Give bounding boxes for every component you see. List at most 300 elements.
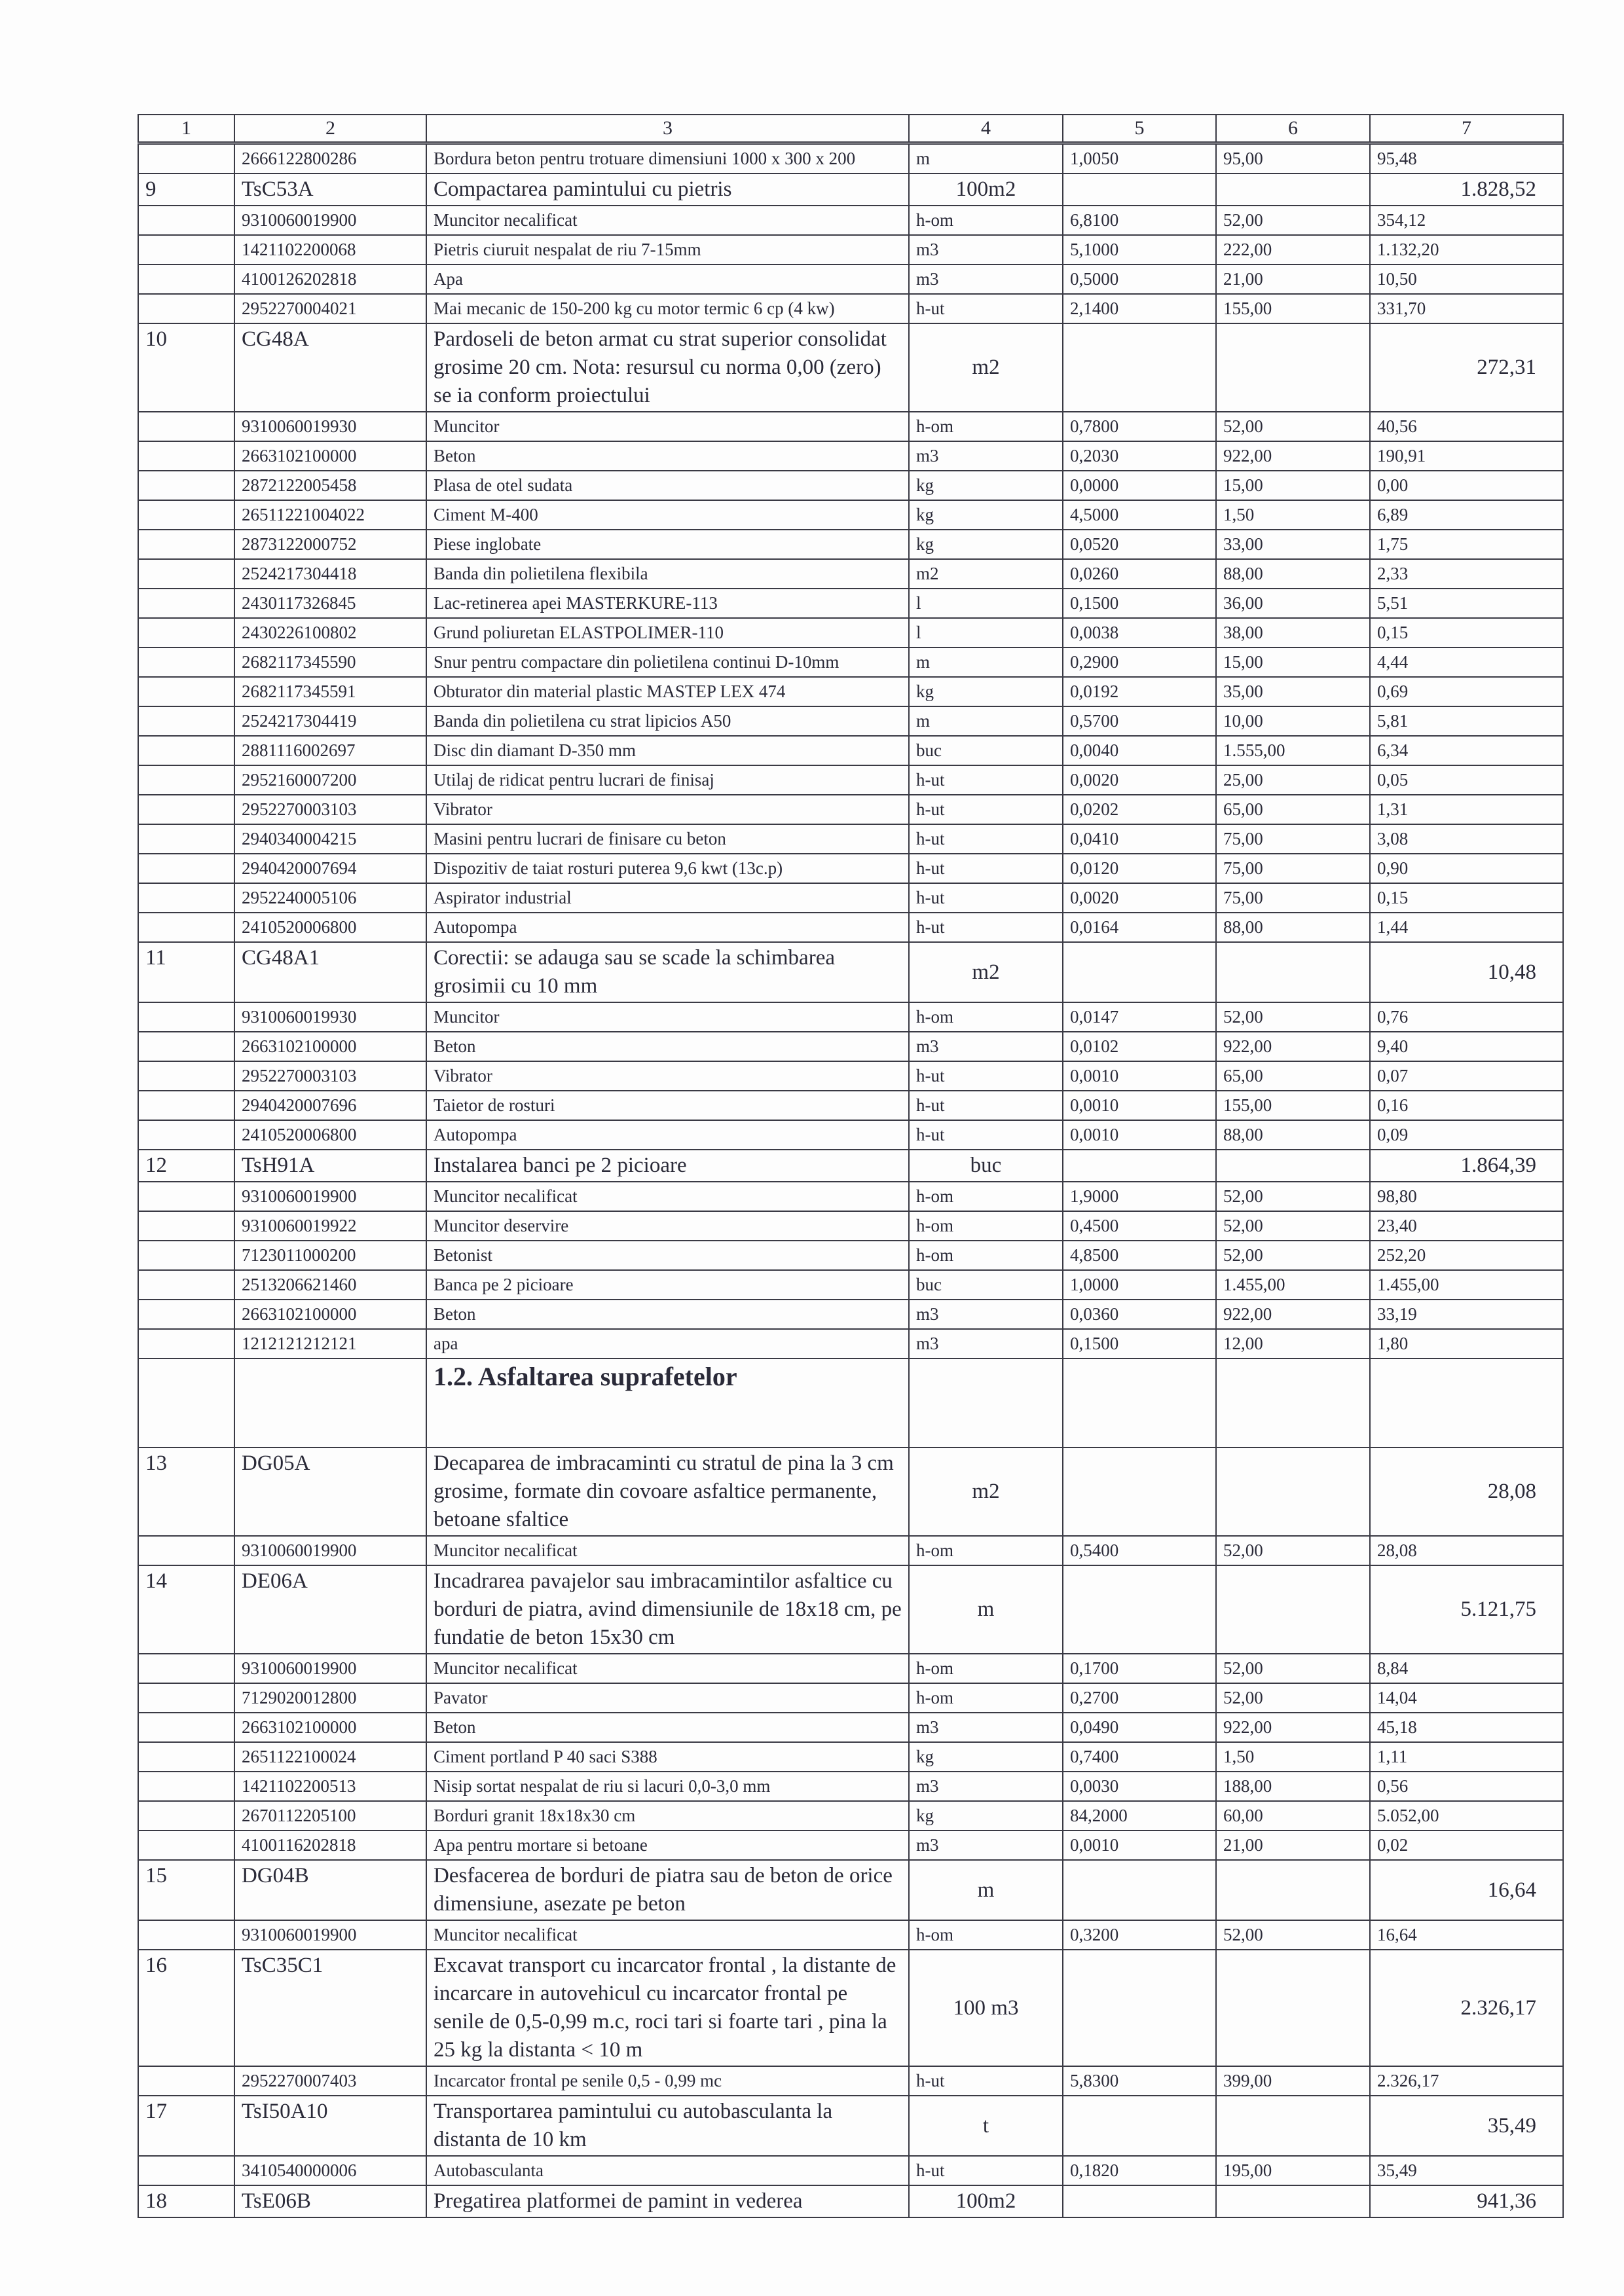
unit [909,1358,1063,1448]
resource-code: 2666122800286 [234,143,426,174]
description: Banda din polietilena cu strat lipicios A50 [426,706,909,736]
description: Mai mecanic de 150-200 kg cu motor termic 6 cp (4 kw) [426,294,909,323]
resource-code: DE06A [234,1565,426,1654]
resource-row [138,618,1563,647]
resource-row [138,1300,1563,1329]
unit-price: 52,00 [1216,206,1370,235]
amount: 95,48 [1370,143,1563,174]
resource-row [138,854,1563,883]
unit: m [909,706,1063,736]
resource-code: 2663102100000 [234,441,426,471]
unit-price: 52,00 [1216,1654,1370,1683]
header-col-4: 4 [909,115,1063,143]
work-item-row [138,1860,1563,1920]
resource-row [138,1002,1563,1032]
item-number [138,1920,234,1950]
quantity: 0,0410 [1063,824,1216,854]
resource-row [138,143,1563,174]
resource-code: 2952240005106 [234,883,426,913]
description: Beton [426,441,909,471]
unit: h-om [909,206,1063,235]
item-number [138,471,234,500]
resource-row [138,206,1563,235]
quantity: 5,8300 [1063,2066,1216,2096]
quantity: 0,0260 [1063,559,1216,589]
description: apa [426,1329,909,1358]
amount: 1,11 [1370,1742,1563,1772]
unit: buc [909,1270,1063,1300]
resource-row [138,883,1563,913]
resource-code: TsE06B [234,2185,426,2217]
item-number [138,1241,234,1270]
quantity: 5,1000 [1063,235,1216,264]
resource-code: 2670112205100 [234,1801,426,1831]
description: Lac-retinerea apei MASTERKURE-113 [426,589,909,618]
item-number [138,1300,234,1329]
item-number [138,1120,234,1150]
amount: 2.326,17 [1370,1950,1563,2066]
amount: 354,12 [1370,206,1563,235]
resource-code: DG05A [234,1448,426,1536]
item-number [138,1742,234,1772]
description: Muncitor [426,412,909,441]
quantity: 0,0520 [1063,530,1216,559]
resource-row [138,441,1563,471]
estimate-table [138,114,1564,2218]
work-item-row [138,1150,1563,1182]
item-number [138,589,234,618]
amount: 5.052,00 [1370,1801,1563,1831]
amount: 5,81 [1370,706,1563,736]
unit-price: 35,00 [1216,677,1370,706]
quantity [1063,1150,1216,1182]
item-number: 15 [138,1860,234,1920]
quantity: 0,5700 [1063,706,1216,736]
resource-code: 7129020012800 [234,1683,426,1713]
item-number [138,1654,234,1683]
resource-row [138,1742,1563,1772]
quantity: 0,7800 [1063,412,1216,441]
description: Desfacerea de borduri de piatra sau de beton de orice dimensiune, asezate pe beton [426,1860,909,1920]
item-number [138,706,234,736]
resource-row [138,1801,1563,1831]
description: Betonist [426,1241,909,1270]
description: Corectii: se adauga sau se scade la schimbarea grosimii cu 10 mm [426,942,909,1002]
header-col-7: 7 [1370,115,1563,143]
resource-row [138,913,1563,942]
item-number [138,1713,234,1742]
description: Incarcator frontal pe senile 0,5 - 0,99 mc [426,2066,909,2096]
unit: h-om [909,1654,1063,1683]
description: Utilaj de ridicat pentru lucrari de finisaj [426,765,909,795]
description: Beton [426,1300,909,1329]
header-col-6: 6 [1216,115,1370,143]
amount: 4,44 [1370,647,1563,677]
unit-price: 10,00 [1216,706,1370,736]
unit: m3 [909,264,1063,294]
resource-code: 9310060019930 [234,412,426,441]
description: Decaparea de imbracaminti cu stratul de pina la 3 cm grosime, formate din covoare asfaltice permanente, betoane sfaltice [426,1448,909,1536]
unit: m3 [909,441,1063,471]
resource-row [138,559,1563,589]
resource-code: 2663102100000 [234,1032,426,1061]
unit: m3 [909,1329,1063,1358]
work-item-row [138,2185,1563,2217]
description: Autopompa [426,913,909,942]
unit: m [909,1860,1063,1920]
amount: 0,15 [1370,618,1563,647]
item-number: 12 [138,1150,234,1182]
amount: 0,15 [1370,883,1563,913]
unit-price: 1.455,00 [1216,1270,1370,1300]
unit: h-om [909,1182,1063,1211]
resource-code: 4100126202818 [234,264,426,294]
unit: m2 [909,1448,1063,1536]
quantity: 0,2700 [1063,1683,1216,1713]
resource-code [234,1358,426,1448]
resource-code: 9310060019900 [234,1654,426,1683]
resource-row [138,677,1563,706]
quantity: 0,0192 [1063,677,1216,706]
quantity: 0,0147 [1063,1002,1216,1032]
description: Muncitor necalificat [426,206,909,235]
quantity: 0,3200 [1063,1920,1216,1950]
quantity [1063,1448,1216,1536]
unit: l [909,618,1063,647]
unit-price: 399,00 [1216,2066,1370,2096]
amount: 5.121,75 [1370,1565,1563,1654]
resource-code: 2430226100802 [234,618,426,647]
item-number [138,1683,234,1713]
unit-price: 12,00 [1216,1329,1370,1358]
resource-row [138,471,1563,500]
resource-row [138,1241,1563,1270]
amount: 6,89 [1370,500,1563,530]
amount: 190,91 [1370,441,1563,471]
item-number [138,736,234,765]
description: Pregatirea platformei de pamint in vederea [426,2185,909,2217]
unit-price: 195,00 [1216,2156,1370,2185]
resource-row [138,1713,1563,1742]
quantity: 0,0040 [1063,736,1216,765]
quantity: 0,0038 [1063,618,1216,647]
item-number [138,206,234,235]
amount: 28,08 [1370,1536,1563,1565]
unit-price: 88,00 [1216,1120,1370,1150]
resource-code: TsC35C1 [234,1950,426,2066]
unit-price: 75,00 [1216,883,1370,913]
unit-price: 155,00 [1216,294,1370,323]
item-number [138,294,234,323]
resource-code: 2663102100000 [234,1713,426,1742]
description: Ciment portland P 40 saci S388 [426,1742,909,1772]
resource-code: 4100116202818 [234,1831,426,1860]
quantity: 84,2000 [1063,1801,1216,1831]
item-number [138,1536,234,1565]
unit: m2 [909,559,1063,589]
quantity [1063,323,1216,412]
unit: h-ut [909,883,1063,913]
resource-row [138,765,1563,795]
unit-price [1216,942,1370,1002]
description: Dispozitiv de taiat rosturi puterea 9,6 kwt (13c.p) [426,854,909,883]
amount: 10,50 [1370,264,1563,294]
quantity: 0,0020 [1063,765,1216,795]
quantity: 0,0010 [1063,1831,1216,1860]
unit: h-ut [909,2066,1063,2096]
resource-row [138,1654,1563,1683]
description: Nisip sortat nespalat de riu si lacuri 0,0-3,0 mm [426,1772,909,1801]
resource-code: TsC53A [234,173,426,206]
quantity: 0,0010 [1063,1061,1216,1091]
column-number-header [138,115,1563,143]
unit-price: 1.555,00 [1216,736,1370,765]
description: Disc din diamant D-350 mm [426,736,909,765]
resource-row [138,264,1563,294]
item-number [138,647,234,677]
unit: kg [909,500,1063,530]
item-number [138,1211,234,1241]
unit-price: 33,00 [1216,530,1370,559]
quantity: 6,8100 [1063,206,1216,235]
resource-row [138,2066,1563,2096]
resource-code: 2524217304418 [234,559,426,589]
unit: h-om [909,1536,1063,1565]
work-item-row [138,942,1563,1002]
work-item-row [138,173,1563,206]
description: Muncitor necalificat [426,1920,909,1950]
resource-code: 2410520006800 [234,1120,426,1150]
description: Pavator [426,1683,909,1713]
quantity [1063,2185,1216,2217]
item-number [138,412,234,441]
quantity: 0,0030 [1063,1772,1216,1801]
quantity: 0,1820 [1063,2156,1216,2185]
resource-code: 9310060019900 [234,1920,426,1950]
unit-price: 15,00 [1216,647,1370,677]
unit: h-ut [909,913,1063,942]
resource-code: 7123011000200 [234,1241,426,1270]
unit: m [909,647,1063,677]
resource-code: 2952270003103 [234,795,426,824]
amount [1370,1358,1563,1448]
unit: h-om [909,1683,1063,1713]
description: Aspirator industrial [426,883,909,913]
unit-price: 222,00 [1216,235,1370,264]
amount: 28,08 [1370,1448,1563,1536]
resource-row [138,1772,1563,1801]
quantity: 0,2900 [1063,647,1216,677]
unit-price: 25,00 [1216,765,1370,795]
unit: kg [909,471,1063,500]
resource-code: CG48A1 [234,942,426,1002]
resource-row [138,736,1563,765]
amount: 5,51 [1370,589,1563,618]
amount: 0,16 [1370,1091,1563,1120]
resource-code: TsH91A [234,1150,426,1182]
item-number: 17 [138,2096,234,2156]
item-number [138,765,234,795]
item-number [138,2066,234,2096]
unit: m3 [909,1831,1063,1860]
unit-price: 52,00 [1216,1241,1370,1270]
item-number: 13 [138,1448,234,1536]
resource-code: 9310060019900 [234,1182,426,1211]
unit: m3 [909,1032,1063,1061]
amount: 6,34 [1370,736,1563,765]
unit-price: 1,50 [1216,500,1370,530]
item-number [138,1329,234,1358]
resource-row [138,1536,1563,1565]
unit-price: 52,00 [1216,1211,1370,1241]
unit-price: 52,00 [1216,1002,1370,1032]
description: Pietris ciuruit nespalat de riu 7-15mm [426,235,909,264]
resource-row [138,706,1563,736]
quantity [1063,1950,1216,2066]
item-number [138,143,234,174]
amount: 2.326,17 [1370,2066,1563,2096]
item-number [138,1061,234,1091]
unit-price: 15,00 [1216,471,1370,500]
quantity: 0,0010 [1063,1091,1216,1120]
resource-code: 2940340004215 [234,824,426,854]
resource-row [138,647,1563,677]
unit-price: 36,00 [1216,589,1370,618]
unit: h-om [909,1241,1063,1270]
resource-code: 9310060019900 [234,1536,426,1565]
resource-code: 2524217304419 [234,706,426,736]
unit-price: 922,00 [1216,1300,1370,1329]
resource-code: 26511221004022 [234,500,426,530]
unit-price: 21,00 [1216,264,1370,294]
amount: 0,69 [1370,677,1563,706]
unit-price: 52,00 [1216,412,1370,441]
resource-row [138,1120,1563,1150]
header-col-2: 2 [234,115,426,143]
unit-price: 52,00 [1216,1536,1370,1565]
description: Ciment M-400 [426,500,909,530]
quantity [1063,173,1216,206]
item-number: 11 [138,942,234,1002]
description: Piese inglobate [426,530,909,559]
description: Autopompa [426,1120,909,1150]
quantity [1063,2096,1216,2156]
description: Apa [426,264,909,294]
item-number: 9 [138,173,234,206]
quantity: 1,0000 [1063,1270,1216,1300]
resource-row [138,589,1563,618]
description: Autobasculanta [426,2156,909,2185]
item-number [138,824,234,854]
unit-price: 75,00 [1216,824,1370,854]
quantity: 2,1400 [1063,294,1216,323]
quantity: 0,0102 [1063,1032,1216,1061]
amount: 3,08 [1370,824,1563,854]
amount: 0,56 [1370,1772,1563,1801]
unit: m3 [909,1300,1063,1329]
unit: m2 [909,942,1063,1002]
description: Compactarea pamintului cu pietris [426,173,909,206]
amount: 98,80 [1370,1182,1563,1211]
unit: h-ut [909,2156,1063,2185]
unit-price: 922,00 [1216,1713,1370,1742]
resource-code: 2952270007403 [234,2066,426,2096]
unit: h-ut [909,1120,1063,1150]
unit-price: 60,00 [1216,1801,1370,1831]
resource-row [138,412,1563,441]
amount: 0,09 [1370,1120,1563,1150]
unit-price [1216,2185,1370,2217]
resource-row [138,235,1563,264]
quantity: 1,0050 [1063,143,1216,174]
amount: 16,64 [1370,1920,1563,1950]
resource-code: 2940420007696 [234,1091,426,1120]
unit-price: 65,00 [1216,1061,1370,1091]
unit-price: 155,00 [1216,1091,1370,1120]
quantity: 0,5000 [1063,264,1216,294]
amount: 33,19 [1370,1300,1563,1329]
amount: 35,49 [1370,2096,1563,2156]
unit: m [909,143,1063,174]
description: Obturator din material plastic MASTEP LEX 474 [426,677,909,706]
amount: 35,49 [1370,2156,1563,2185]
item-number [138,854,234,883]
resource-code: 2873122000752 [234,530,426,559]
unit: h-ut [909,824,1063,854]
resource-code: 3410540000006 [234,2156,426,2185]
unit: m3 [909,1713,1063,1742]
quantity: 0,0000 [1063,471,1216,500]
description: Beton [426,1032,909,1061]
amount: 23,40 [1370,1211,1563,1241]
work-item-row [138,1950,1563,2066]
amount: 0,02 [1370,1831,1563,1860]
unit: buc [909,1150,1063,1182]
description: Vibrator [426,1061,909,1091]
description: Muncitor deservire [426,1211,909,1241]
unit-price: 75,00 [1216,854,1370,883]
unit: l [909,589,1063,618]
resource-code: TsI50A10 [234,2096,426,2156]
item-number [138,1091,234,1120]
resource-row [138,1032,1563,1061]
item-number [138,1032,234,1061]
item-number [138,500,234,530]
unit: h-om [909,1002,1063,1032]
description: Apa pentru mortare si betoane [426,1831,909,1860]
description: Excavat transport cu incarcator frontal , la distante de incarcare in autovehicul cu incarcator frontal pe senile de 0,5-0,99 m.c, roci tari si foarte tari , pina la 25 kg la distanta < 10 m [426,1950,909,2066]
description: Muncitor necalificat [426,1654,909,1683]
quantity: 0,4500 [1063,1211,1216,1241]
description: Incadrarea pavajelor sau imbracamintilor asfaltice cu borduri de piatra, avind dimensiunile de 18x18 cm, pe fundatie de beton 15x30 cm [426,1565,909,1654]
amount: 1,80 [1370,1329,1563,1358]
header-col-3: 3 [426,115,909,143]
description: Taietor de rosturi [426,1091,909,1120]
resource-code: 2872122005458 [234,471,426,500]
description: Bordura beton pentru trotuare dimensiuni 1000 x 300 x 200 [426,143,909,174]
amount: 1,75 [1370,530,1563,559]
unit: h-om [909,412,1063,441]
resource-code: 1421102200513 [234,1772,426,1801]
unit: 100m2 [909,2185,1063,2217]
unit: buc [909,736,1063,765]
unit-price [1216,2096,1370,2156]
resource-row [138,2156,1563,2185]
resource-code: 2682117345591 [234,677,426,706]
unit-price [1216,173,1370,206]
item-number [138,1002,234,1032]
unit: h-ut [909,765,1063,795]
